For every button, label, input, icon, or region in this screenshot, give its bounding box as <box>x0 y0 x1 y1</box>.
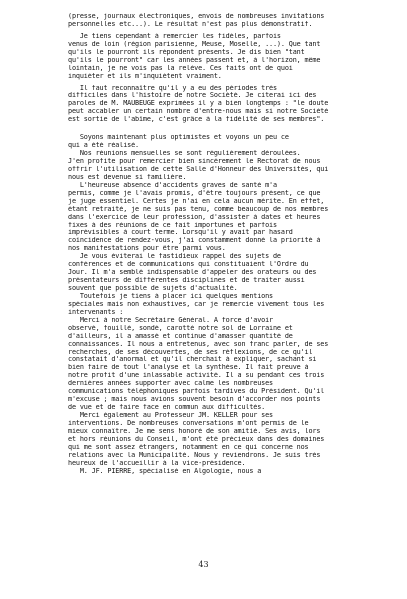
text-line: lointain, je ne vois pas la relève. Ces faits ont de quoi <box>68 64 293 72</box>
text-line: conférences et de communications qui constituaient l'Ordre du <box>68 261 309 269</box>
text-line: Je tiens cependant à remercier les fidèles, parfois <box>68 32 281 40</box>
text-line: Merci également au Professeur JM. KELLER pour ses <box>68 412 273 419</box>
text-line: venus de loin (région parisienne, Meuse, Moselle, ...). Que tant <box>68 40 321 48</box>
page-number: 43 <box>198 560 209 569</box>
text-line: Merci à notre Secrétaire Général. A force d'avoir <box>68 316 273 324</box>
text-line: dans l'exercice de leur profession, d'assister à dates et heures <box>68 213 321 221</box>
text-line: de vue et de faire face en commun aux difficultés. <box>68 404 266 412</box>
text-line: connaissances. Il nous a entretenus, avec son franc parler, de ses <box>68 340 329 348</box>
text-line: spéciales mais non exhaustives, car je remercie vivement tous les <box>68 300 325 308</box>
text-line: est sortie de l'abîme, c'est grâce à la fidélité de ses membres". <box>68 116 325 124</box>
text-line: fixes à des réunions de ce fait importunes et parfois <box>68 221 277 229</box>
text-line: M. JF. PIERRE, spécialisé en Algologie, nous a <box>68 467 262 475</box>
body-text <box>68 13 348 476</box>
text-line: Toutefois je tiens à placer ici quelques mentions <box>68 292 273 300</box>
text-line: recherches, de ses découvertes, de ses réflexions, de ce qu'il <box>68 348 313 356</box>
text-line: inquiéter et ils m'inquiètent vraiment. <box>68 72 222 80</box>
text-line: interventions. De nombreuses conversations m'ont permis de le <box>68 419 309 427</box>
text-line: imprévisibles à court terme. Lorsqu'il y avait par hasard <box>68 229 293 237</box>
text-line: Nos réunions mensuelles se sont régulièrement déroulées. <box>68 150 301 158</box>
text-line: (presse, journaux électroniques, envois de nombreuses invitations <box>68 13 325 20</box>
text-line: présentateurs de différentes disciplines et de traiter aussi <box>68 277 305 285</box>
text-line: je juge essentiel. Certes je n'ai en cela aucun mérite. En effet, <box>68 197 325 205</box>
text-line: Jour. Il m'a semblé indispensable d'appeler des orateurs ou des <box>68 269 317 277</box>
text-line: J'en profite pour remercier bien sincèrement le Rectorat de nous <box>68 158 321 165</box>
text-line: Soyons maintenant plus optimistes et voyons un peu ce <box>68 134 289 142</box>
text-line: notre profit d'une inlassable activité. Il a su pendant ces trois <box>68 372 325 380</box>
text-line: qui me sont assez étrangers, notamment en ce qui concerne nos <box>68 443 309 451</box>
text-line: intervenants : <box>68 308 124 316</box>
text-line: observé, fouillé, sondé, carotté notre sol de Lorraine et <box>68 324 293 332</box>
text-line: peut accabler un certain nombre d'entre-nous mais si notre Société <box>68 108 329 116</box>
text-line: bien faire de tout l'analyse et la synthèse. Il fait preuve à <box>68 364 309 372</box>
text-line: constatait d'anormal et qu'il cherchait à expliquer, sachant si <box>68 356 317 364</box>
text-line: relations avec la Municipalité. Nous y reviendrons. Je suis très <box>68 451 321 459</box>
text-line: étant retraité, je ne suis pas tenu, comme beaucoup de nos membres <box>68 205 329 213</box>
text-line: mieux connaître. Je me sens honoré de son amitié. Ses avis, lors <box>68 427 321 435</box>
text-line: Je vous éviterai le fastidieux rappel des sujets de <box>68 253 281 261</box>
text-line: heureux de l'accueillir à la vice-présidence. <box>68 459 246 467</box>
text-line: nous est devenue si familière. <box>68 173 187 181</box>
text-line: qu'ils le pourront ils répondent présents. Je dis bien "tant <box>68 48 305 56</box>
text-line: qui a été réalisé. <box>68 142 139 150</box>
text-line: et hors réunions du Conseil, m'ont été précieux dans des domaines <box>68 435 325 443</box>
text-line: souvent que possible de sujets d'actualité. <box>68 285 238 292</box>
text-line: nos manifestations pour être parmi vous. <box>68 245 226 253</box>
text-line: offrir l'utilisation de cette Salle d'Honneur des Universités, qui <box>68 165 329 173</box>
text-line: Il faut reconnaître qu'il y a eu des périodes très <box>68 84 277 92</box>
text-line: qu'ils le pourront" car les années passent et, à l'horizon, même <box>68 56 321 64</box>
text-line: d'ailleurs, il a amassé et continue d'amasser quantité de <box>68 332 293 340</box>
text-line: communications téléphoniques parfois tardives du Président. Qu'il <box>68 388 325 396</box>
text-line: m'excuse ; mais nous avions souvent besoin d'accorder nos points <box>68 396 321 404</box>
text-line: permis, comme je l'avais promis, d'être toujours présent, ce que <box>68 189 321 197</box>
text-line: personnelles etc...). Le résultat n'est pas plus démonstratif. <box>68 20 313 28</box>
text-line: dernières années supporter avec calme les nombreuses <box>68 380 273 388</box>
text-line: paroles de M. MAUBEUGE exprimées il y a bien longtemps : "le doute <box>68 100 329 108</box>
text-line: difficiles dans l'histoire de notre Société. Je citerai ici des <box>68 92 317 100</box>
text-line: coïncidence de rendez-vous, j'ai constamment donné la priorité à <box>68 237 321 245</box>
text-line: L'heureuse absence d'accidents graves de santé m'a <box>68 181 277 189</box>
